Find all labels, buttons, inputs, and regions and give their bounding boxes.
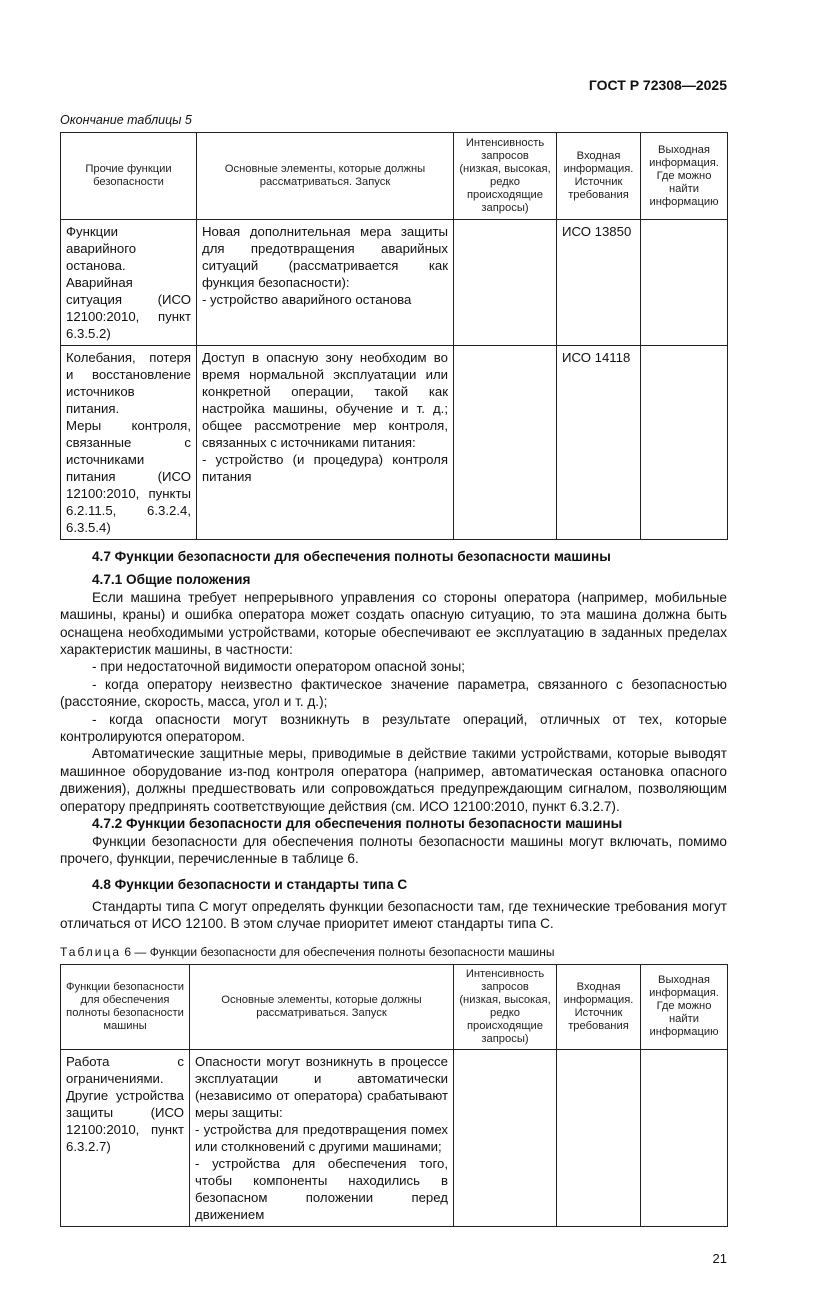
column-header: Входная информация. Источник требования xyxy=(557,133,641,220)
table-cell xyxy=(454,220,557,346)
table-cell: ИСО 13850 xyxy=(557,220,641,346)
table-caption-text: 6 — Функции безопасности для обеспечения полноты безопасности машины xyxy=(124,944,555,959)
body-text xyxy=(60,548,727,933)
paragraph: - когда оператору неизвестно фактическое значение параметра, связанного с безопасностью (расстояние, скорость, масса, угол и т. д.); xyxy=(60,676,727,710)
table-cell xyxy=(454,346,557,540)
section-heading: 4.7.2 Функции безопасности для обеспечения полноты безопасности машины xyxy=(92,816,623,832)
table-6 xyxy=(60,964,728,1227)
column-header: Основные элементы, которые должны рассматриваться. Запуск xyxy=(190,964,454,1049)
column-header: Входная информация. Источник требования xyxy=(557,964,641,1049)
table-cell: Колебания, потеря и восстановление источников питания. Меры контроля, связанные с источниками питания (ИСО 12100:2010, пункты 6.2.11.5, 6.3.2.4, 6.3.5.4) xyxy=(61,346,197,540)
table-row xyxy=(61,1049,728,1226)
column-header: Интенсивность запросов (низкая, высокая, редко происходящие запросы) xyxy=(454,133,557,220)
page-number: 21 xyxy=(712,1250,727,1266)
paragraph: Стандарты типа С могут определять функции безопасности там, где технические требования могут отличаться от ИСО 12100. В этом случае приоритет имеют стандарты типа С. xyxy=(60,898,727,932)
table-row xyxy=(61,220,728,346)
paragraph: Функции безопасности для обеспечения полноты безопасности машины могут включать, помимо прочего, функции, перечисленные в таблице 6. xyxy=(60,833,727,866)
column-header: Прочие функции безопасности xyxy=(61,133,197,220)
section-heading: 4.7 Функции безопасности для обеспечения полноты безопасности машины xyxy=(92,549,611,564)
column-header: Выходная информация. Где можно найти информацию xyxy=(641,133,728,220)
table-cell xyxy=(641,1049,728,1226)
section-heading: 4.7.1 Общие положения xyxy=(92,572,251,588)
paragraph: - когда опасности могут возникнуть в результате операций, отличных от тех, которые контролируются оператором. xyxy=(60,711,727,745)
column-header: Интенсивность запросов (низкая, высокая, редко происходящие запросы) xyxy=(454,964,557,1049)
table-cell xyxy=(557,1049,641,1226)
table-5 xyxy=(60,132,728,540)
table-cell xyxy=(641,346,728,540)
section-heading: 4.8 Функции безопасности и стандарты типа С xyxy=(92,877,408,893)
paragraph: Автоматические защитные меры, приводимые в действие такими устройствами, которые выводят машинное оборудование из-под контроля оператора (например, автоматическая остановка опасного движения), должны предшествовать или сопровождаться предупреждающим сигналом, позволяющим оператору предпринять соответствующие действия (см. ИСО 12100:2010, пункт 6.3.2.7). xyxy=(60,746,727,814)
table-cell: Опасности могут возникнуть в процессе эксплуатации и автоматически (независимо от оператора) срабатывают меры защиты: - устройства для предотвращения помех или столкновений с другими машинами; - устройства для обеспечения того, чтобы компоненты находились в безопасном положении перед движением xyxy=(190,1049,454,1226)
table-cell: ИСО 14118 xyxy=(557,346,641,540)
table-continuation-label: Окончание таблицы 5 xyxy=(60,113,192,127)
table-cell: Доступ в опасную зону необходим во время нормальной эксплуатации или конкретной операции, такой как настройка машины, обучение и т. д.; общее рассмотрение мер контроля, связанных с источниками питания: - устройство (и процедура) контроля питания xyxy=(197,346,454,540)
table-cell: Работа с ограничениями. Другие устройства защиты (ИСО 12100:2010, пункт 6.3.2.7) xyxy=(61,1049,190,1226)
table-cell: Новая дополнительная мера защиты для предотвращения аварийных ситуаций (рассматривается как функция безопасности): - устройство аварийного останова xyxy=(197,220,454,346)
table-row xyxy=(61,346,728,540)
column-header: Выходная информация. Где можно найти информацию xyxy=(641,964,728,1049)
document-id: ГОСТ Р 72308—2025 xyxy=(588,77,727,93)
table-cell xyxy=(641,220,728,346)
table-caption-label: Таблица xyxy=(60,944,122,959)
column-header: Основные элементы, которые должны рассматриваться. Запуск xyxy=(197,133,454,220)
table-cell xyxy=(454,1049,557,1226)
table-caption xyxy=(60,945,727,960)
column-header: Функции безопасности для обеспечения полноты безопасности машины xyxy=(61,964,190,1049)
paragraph: - при недостаточной видимости оператором опасной зоны; xyxy=(92,659,466,675)
paragraph: Если машина требует непрерывного управления со стороны оператора (например, мобильные машины, краны) и ошибка оператора может создать опасную ситуацию, то эта машина должна быть оснащена необходимыми устройствами, которые обеспечивают ее эксплуатацию в заданных пределах характеристик машины, в частности: xyxy=(60,589,727,658)
table-cell: Функции аварийного останова. Аварийная ситуация (ИСО 12100:2010, пункт 6.3.5.2) xyxy=(61,220,197,346)
